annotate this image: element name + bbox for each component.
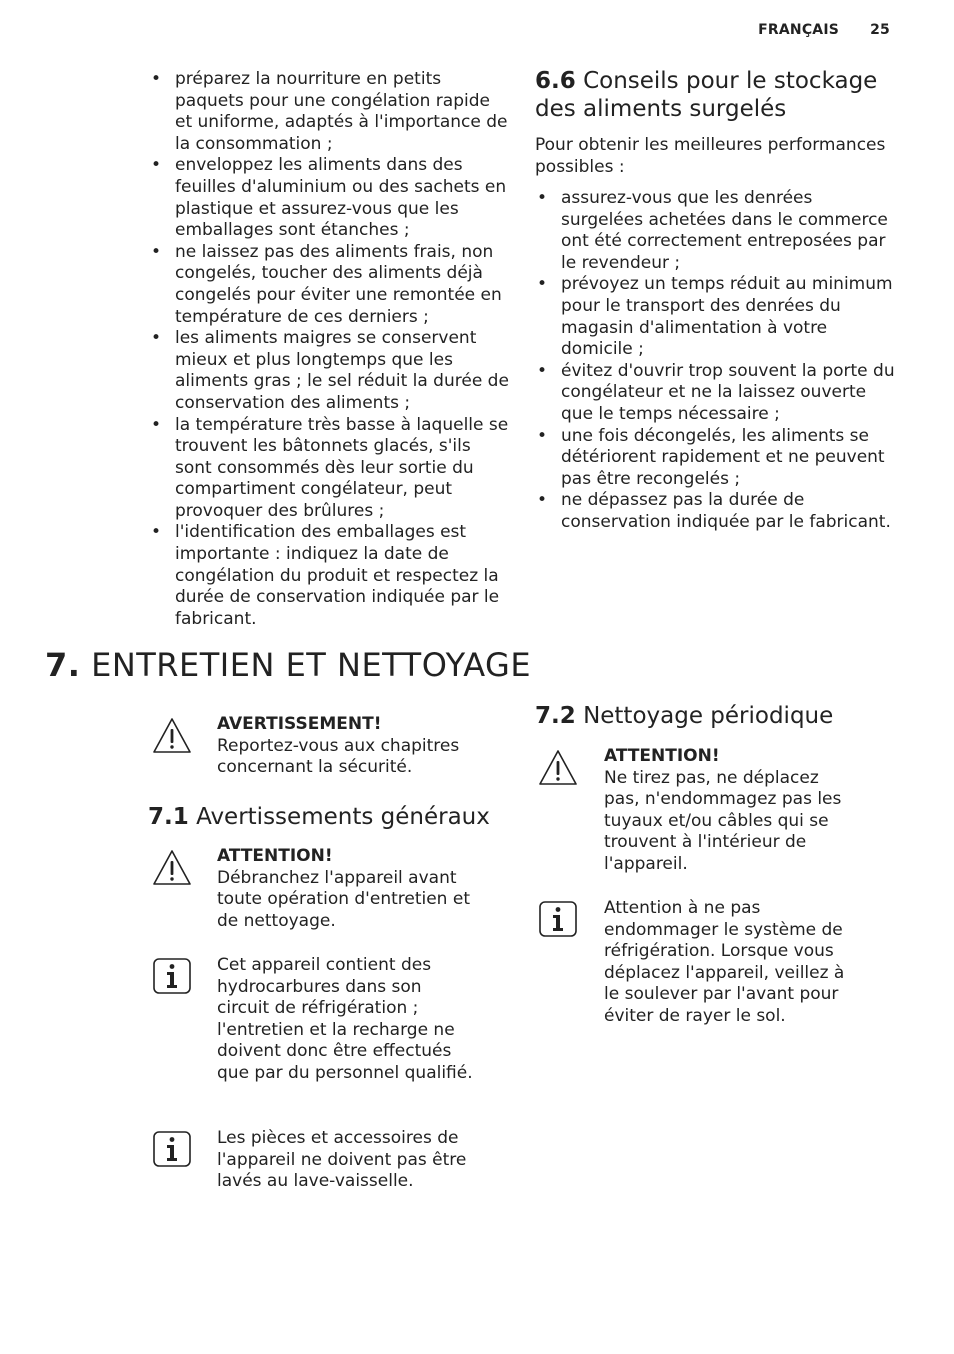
- attention-body: Ne tirez pas, ne déplacez pas, n'endommagez pas les tuyaux et/ou câbles qui se trouvent à l'intérieur de l'appareil.: [604, 767, 842, 874]
- section-7-1-heading: [148, 803, 508, 831]
- list-item: • une fois décongelés, les aliments se détériorent rapidement et ne peuvent pas être recongelés ;: [535, 426, 897, 491]
- section-6-6-heading: [535, 67, 895, 123]
- info-notice: [152, 1130, 492, 1200]
- attention-body: Débranchez l'appareil avant toute opération d'entretien et de nettoyage.: [217, 867, 470, 931]
- attention-title: ATTENTION!: [604, 746, 720, 766]
- section-6-6-intro: Pour obtenir les meilleures performances possibles :: [535, 135, 886, 177]
- chapter-7-heading: [45, 647, 531, 683]
- section-title: Nettoyage périodique: [583, 703, 834, 729]
- section-number: 6.6: [535, 68, 576, 94]
- freezing-tips-list: [149, 69, 511, 630]
- chapter-number: 7.: [45, 646, 81, 684]
- info-notice: [152, 957, 492, 1112]
- attention-title: ATTENTION!: [217, 846, 333, 866]
- language-label: FRANÇAIS: [758, 22, 840, 38]
- warning-body: Reportez-vous aux chapitres concernant la sécurité.: [217, 735, 460, 778]
- info-icon: [538, 900, 578, 940]
- chapter-title: ENTRETIEN ET NETTOYAGE: [91, 646, 532, 684]
- warning-triangle-icon: [152, 716, 192, 756]
- attention-notice: [152, 848, 492, 938]
- page-number: 25: [870, 22, 890, 38]
- warning-triangle-icon: [152, 848, 192, 888]
- list-item: • ne dépassez pas la durée de conservation indiquée par le fabricant.: [535, 490, 897, 533]
- warning-title: AVERTISSEMENT!: [217, 714, 382, 734]
- section-number: 7.2: [535, 703, 576, 729]
- page-header: [758, 22, 890, 38]
- info-text: Cet appareil contient des hydrocarbures dans son circuit de réfrigération ; l'entretien et la recharge ne doivent donc être effectués que par du personnel qualifié.: [217, 955, 473, 1083]
- list-item: • assurez-vous que les denrées surgelées achetées dans le commerce ont été correctement entreposées par le revendeur ;: [535, 188, 897, 274]
- section-number: 7.1: [148, 804, 189, 830]
- info-icon: [152, 957, 192, 997]
- section-title: Avertissements généraux: [196, 804, 490, 830]
- storage-tips-list: [535, 188, 897, 534]
- warning-notice: [152, 716, 492, 786]
- list-item: • ne laissez pas des aliments frais, non congelés, toucher des aliments déjà congelés pour éviter une remontée en température de ces derniers ;: [149, 242, 511, 328]
- list-item: • les aliments maigres se conservent mieux et plus longtemps que les aliments gras ; le sel réduit la durée de conservation des aliments ;: [149, 328, 511, 414]
- list-item: • évitez d'ouvrir trop souvent la porte du congélateur et ne la laissez ouverte que le temps nécessaire ;: [535, 361, 897, 426]
- list-item: • préparez la nourriture en petits paquets pour une congélation rapide et uniforme, adaptés à l'importance de la consommation ;: [149, 69, 511, 155]
- section-7-2-heading: [535, 702, 895, 730]
- info-text: Les pièces et accessoires de l'appareil ne doivent pas être lavés au lave-vaisselle.: [217, 1128, 467, 1192]
- info-notice: [538, 900, 878, 1055]
- list-item: • enveloppez les aliments dans des feuilles d'aluminium ou des sachets en plastique et assurez-vous que les emballages sont étanches ;: [149, 155, 511, 241]
- list-item: • prévoyez un temps réduit au minimum pour le transport des denrées du magasin d'alimentation à votre domicile ;: [535, 274, 897, 360]
- warning-triangle-icon: [538, 748, 578, 788]
- info-icon: [152, 1130, 192, 1170]
- list-item: • l'identification des emballages est importante : indiquez la date de congélation du produit et respectez la durée de conservation indiquée par le fabricant.: [149, 522, 511, 630]
- info-text: Attention à ne pas endommager le système de réfrigération. Lorsque vous déplacez l'appareil, veillez à le soulever par l'avant pour éviter de rayer le sol.: [604, 898, 845, 1026]
- attention-notice: [538, 748, 878, 883]
- list-item: • la température très basse à laquelle se trouvent les bâtonnets glacés, s'ils sont consommés dès leur sortie du compartiment congélateur, peut provoquer des brûlures ;: [149, 415, 511, 523]
- section-title: Conseils pour le stockage des aliments surgelés: [535, 68, 878, 122]
